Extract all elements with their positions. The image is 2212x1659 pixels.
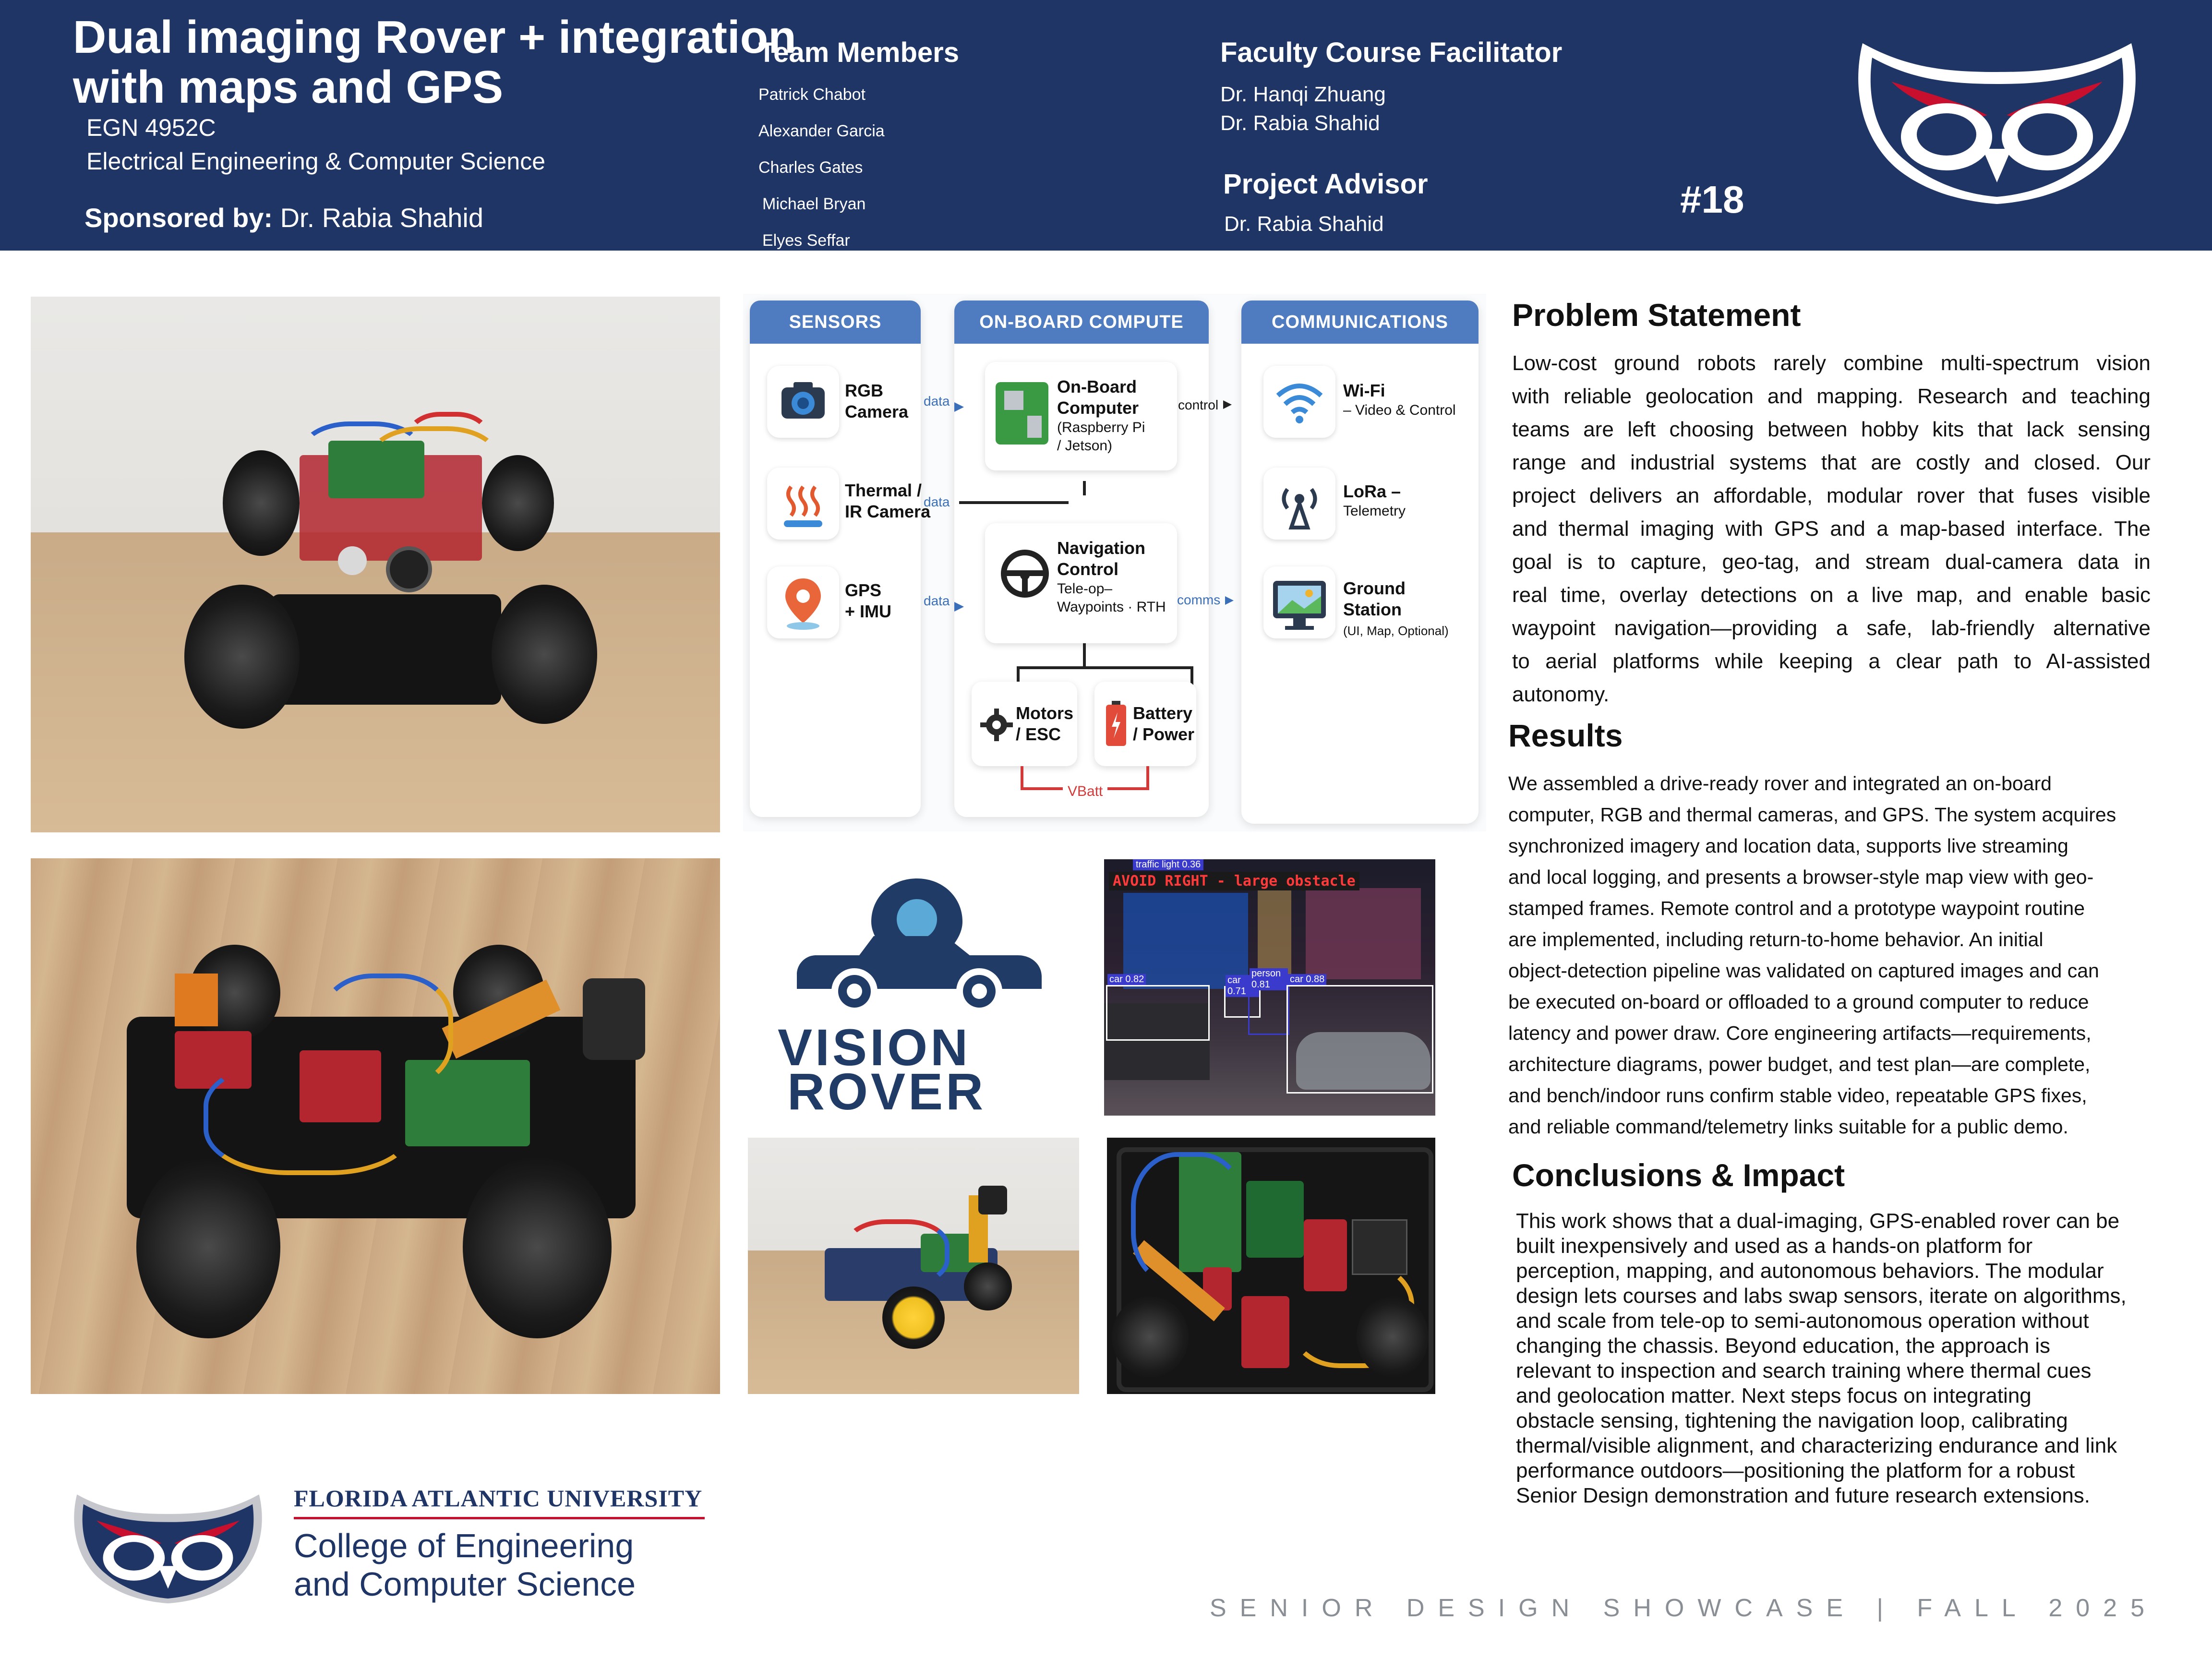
nav-line: Control [1057, 559, 1118, 579]
conclusions-line: relevant to inspection and search training where thermal cues [1516, 1359, 2092, 1382]
sensor-label-line: Camera [845, 402, 909, 421]
sensors-column-header: SENSORS [750, 301, 921, 344]
heat-icon [767, 468, 839, 540]
results-line: stamped frames. Remote control and a prototype waypoint routine [1508, 897, 2085, 919]
problem-line: real time, overlay detections on a live map, and enable basic [1512, 583, 2151, 607]
detection-box-label: car 0.71 [1226, 975, 1259, 997]
rover-pin-icon [787, 874, 1046, 1018]
connector-line [1017, 666, 1193, 669]
problem-line: to aerial platforms while keeping a clear path to AI-assisted [1512, 649, 2151, 673]
faculty-name: Dr. Hanqi Zhuang [1220, 83, 1386, 106]
detection-box-label: car 0.88 [1288, 974, 1326, 985]
sensor-label-line: Thermal / [845, 481, 922, 500]
problem-line: autonomy. [1512, 683, 1610, 706]
results-heading: Results [1508, 718, 1623, 753]
poster-title-line-2: with maps and GPS [73, 61, 504, 113]
prototype-rover-photo [748, 1138, 1079, 1394]
results-line: are implemented, including return-to-home behavior. An initial [1508, 928, 2044, 950]
college-name-line-2: and Computer Science [294, 1565, 636, 1603]
detection-box-label: car 0.82 [1107, 974, 1146, 985]
results-line: and reliable command/telemetry links suitable for a public demo. [1508, 1116, 2068, 1138]
problem-line: with reliable geolocation and mapping. Research and teaching [1512, 385, 2151, 408]
detection-banner: AVOID RIGHT - large obstacle [1109, 872, 1359, 890]
problem-line: teams are left choosing between hobby kits that lack sensing [1512, 418, 2151, 441]
comms-label-ground [1343, 578, 1449, 641]
battery-line: / Power [1133, 724, 1195, 744]
conclusions-line: and scale from tele-op to semi-autonomous operation without [1516, 1309, 2089, 1333]
sensor-label-line: RGB [845, 381, 883, 400]
university-name: FLORIDA ATLANTIC UNIVERSITY [294, 1485, 703, 1512]
sensor-label-gps [845, 580, 891, 622]
motors-line: / ESC [1016, 724, 1061, 744]
connector-line [959, 501, 1069, 504]
conclusions-line: performance outdoors—positioning the platform for a robust [1516, 1459, 2075, 1482]
comms-column-header: COMMUNICATIONS [1241, 301, 1479, 344]
arrow-label-data: data [924, 494, 950, 509]
problem-line: Low-cost ground robots rarely combine multi-spectrum vision [1512, 351, 2151, 375]
object-detection-photo [1104, 859, 1435, 1116]
conclusions-line: changing the chassis. Beyond education, the approach is [1516, 1334, 2050, 1358]
conclusions-line: and geolocation matter. Next steps focus on integrating [1516, 1384, 2032, 1407]
problem-line: project delivers an affordable, modular rover that fuses visible [1512, 484, 2151, 507]
arrow-label-control: control [1178, 397, 1219, 412]
sponsored-label: Sponsored by: [84, 203, 273, 233]
team-member: Elyes Seffar [762, 231, 850, 250]
problem-heading: Problem Statement [1512, 297, 1801, 333]
showcase-label: SENIOR DESIGN SHOWCASE | FALL 2025 [1210, 1594, 2158, 1622]
comms-line: LoRa – [1343, 481, 1401, 501]
onboard-line: / Jetson) [1057, 438, 1113, 454]
onboard-line: Computer [1057, 398, 1139, 418]
gear-icon [978, 707, 1015, 743]
comms-line: (UI, Map, Optional) [1343, 624, 1449, 638]
nav-line: Waypoints · RTH [1057, 599, 1166, 615]
connector-line [1083, 643, 1086, 667]
rover-photo-front [31, 297, 720, 832]
conclusions-line: thermal/visible alignment, and characterizing endurance and link [1516, 1434, 2117, 1457]
results-line: and bench/indoor runs confirm stable video, repeatable GPS fixes, [1508, 1084, 2087, 1106]
conclusions-line: perception, mapping, and autonomous behaviors. The modular [1516, 1259, 2104, 1283]
arrow-label-data: data [924, 593, 950, 608]
battery-icon [1105, 701, 1127, 747]
logo-word-vision: VISION [778, 1018, 971, 1076]
team-member: Patrick Chabot [758, 85, 866, 104]
team-member: Alexander Garcia [758, 122, 885, 140]
conclusions-line: design lets courses and labs swap sensors, iterate on algorithms, [1516, 1284, 2127, 1308]
detection-box [1248, 968, 1289, 1035]
detection-box [1106, 974, 1210, 1041]
results-line: We assembled a drive-ready rover and integrated an on-board [1508, 772, 2052, 794]
conclusions-heading: Conclusions & Impact [1512, 1157, 1845, 1193]
sensor-label-line: GPS [845, 580, 882, 600]
motors-line: Motors [1016, 703, 1073, 723]
team-member: Michael Bryan [762, 195, 866, 213]
onboard-line: On-Board [1057, 377, 1137, 397]
electronics-bay-photo [1107, 1138, 1435, 1394]
arrow-head-icon [1223, 400, 1232, 409]
sensor-label-thermal [845, 480, 930, 522]
nav-line: Tele-op– [1057, 581, 1113, 597]
vision-rover-logo [758, 864, 1075, 1123]
arrow-label-comms: comms [1177, 592, 1221, 607]
results-line: computer, RGB and thermal cameras, and GPS. The system acquires [1508, 804, 2116, 826]
wifi-icon [1263, 366, 1335, 438]
owl-logo-icon [1848, 38, 2146, 206]
sensor-label-line: + IMU [845, 601, 892, 621]
problem-line: and thermal imaging with GPS and a map-based interface. The [1512, 517, 2151, 541]
battery-line: Battery [1133, 703, 1193, 723]
comms-line: Station [1343, 600, 1402, 619]
vbatt-label: VBatt [1063, 783, 1107, 800]
battery-card [1094, 682, 1196, 766]
motors-card [972, 682, 1077, 766]
results-line: synchronized imagery and location data, supports live streaming [1508, 835, 2068, 857]
college-name-line-1: College of Engineering [294, 1527, 634, 1564]
comms-line: – Video & Control [1343, 402, 1456, 418]
nav-line: Navigation [1057, 538, 1146, 558]
arrow-head-icon [954, 602, 964, 612]
navigation-control-label [1057, 538, 1166, 616]
battery-label [1133, 703, 1194, 745]
motors-label [1016, 703, 1073, 745]
navigation-control-card [985, 523, 1177, 643]
vbatt-line [1021, 766, 1023, 789]
faculty-heading: Faculty Course Facilitator [1220, 37, 1563, 68]
department: Electrical Engineering & Computer Science [86, 148, 546, 175]
conclusions-line: This work shows that a dual-imaging, GPS-enabled rover can be [1516, 1209, 2120, 1233]
system-architecture-diagram [743, 294, 1486, 831]
location-pin-icon [767, 566, 839, 638]
sensor-label-rgb [845, 380, 908, 422]
results-line: latency and power draw. Core engineering artifacts—requirements, [1508, 1022, 2092, 1044]
onboard-computer-card [985, 362, 1177, 470]
comms-line: Wi-Fi [1343, 381, 1385, 400]
conclusions-line: obstacle sensing, tightening the navigation loop, calibrating [1516, 1409, 2068, 1432]
header-band [0, 0, 2212, 251]
results-line: object-detection pipeline was validated on captured images and can [1508, 960, 2099, 982]
connector-line [1083, 481, 1086, 495]
logo-word-rover: ROVER [787, 1062, 986, 1120]
arrow-head-icon [954, 402, 964, 412]
faculty-name: Dr. Rabia Shahid [1220, 111, 1380, 135]
compute-column-header: ON-BOARD COMPUTE [954, 301, 1209, 344]
monitor-icon [1263, 566, 1335, 638]
team-member: Charles Gates [758, 158, 863, 177]
results-text [1508, 768, 2171, 1142]
comms-label-lora [1343, 481, 1406, 520]
detection-box [1286, 974, 1433, 1094]
rover-photo-closeup [31, 858, 720, 1394]
arrow-head-icon [1225, 596, 1234, 605]
team-heading: Team Members [758, 37, 959, 68]
circuit-board-icon [996, 382, 1048, 445]
conclusions-line: built inexpensively and used as a hands-on platform for [1516, 1234, 2033, 1258]
sensor-label-line: IR Camera [845, 502, 931, 521]
detection-label: traffic light 0.36 [1133, 859, 1203, 870]
steering-wheel-icon [998, 547, 1051, 600]
problem-line: range and industrial systems that are costly and closed. Our [1512, 451, 2151, 474]
antenna-icon [1263, 468, 1335, 540]
camera-icon [767, 366, 839, 438]
results-line: be executed on-board or offloaded to a ground computer to reduce [1508, 991, 2089, 1013]
footer-divider [294, 1517, 705, 1519]
course-code: EGN 4952C [86, 114, 216, 141]
comms-label-wifi [1343, 380, 1456, 420]
onboard-computer-label [1057, 376, 1145, 455]
vbatt-line [1146, 766, 1149, 789]
results-line: architecture diagrams, power budget, and test plan—are complete, [1508, 1053, 2091, 1075]
advisor-name: Dr. Rabia Shahid [1224, 212, 1384, 236]
fau-owl-icon [67, 1490, 269, 1606]
poster-title-line-1: Dual imaging Rover + integration [73, 12, 796, 63]
advisor-heading: Project Advisor [1223, 168, 1428, 200]
detection-box-label: person 0.81 [1250, 968, 1288, 990]
results-line: and local logging, and presents a browser-style map view with geo- [1508, 866, 2094, 888]
team-number: #18 [1680, 178, 1744, 221]
problem-text [1512, 347, 2151, 711]
onboard-line: (Raspberry Pi [1057, 420, 1145, 435]
comms-line: Ground [1343, 578, 1406, 598]
comms-line: Telemetry [1343, 503, 1406, 519]
problem-line: waypoint navigation—providing a safe, lab-friendly alternative [1512, 616, 2151, 640]
sponsor-name: Dr. Rabia Shahid [280, 203, 483, 233]
arrow-label-data: data [924, 394, 950, 409]
conclusions-line: Senior Design demonstration and future research extensions. [1516, 1484, 2091, 1507]
problem-line: goal is to capture, geo-tag, and stream dual-camera data in [1512, 550, 2151, 574]
conclusions-text [1516, 1209, 2178, 1508]
sponsor-line [84, 204, 483, 232]
